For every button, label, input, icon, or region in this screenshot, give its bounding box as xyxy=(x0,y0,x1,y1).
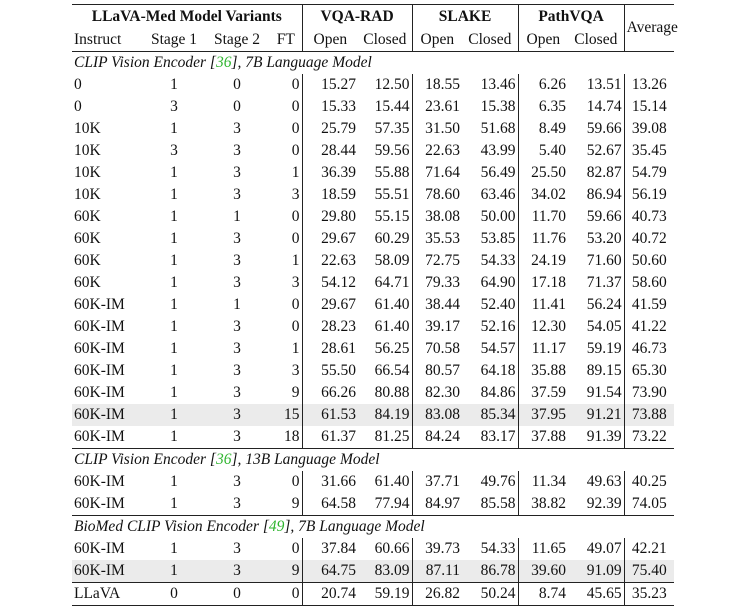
table-row xyxy=(72,382,674,404)
cell-slake-closed: 84.86 xyxy=(480,384,516,401)
cell-slake-closed: 64.18 xyxy=(480,362,516,379)
cell-stage1: 1 xyxy=(170,120,178,137)
table-row xyxy=(72,316,674,338)
cell-pathvqa-open: 38.82 xyxy=(518,493,568,516)
cell-slake-closed: 86.78 xyxy=(462,560,518,583)
cell-slake-open: 78.60 xyxy=(412,184,462,206)
cell-vqarad-open: 20.74 xyxy=(302,583,358,606)
section-title xyxy=(72,52,674,75)
cell-instruct: 60K xyxy=(74,274,101,291)
cell-slake-open: 26.82 xyxy=(412,583,462,606)
cell-slake-closed: 52.40 xyxy=(480,296,516,313)
cell-average: 40.72 xyxy=(624,228,674,250)
cell-stage2: 3 xyxy=(233,428,241,445)
cell-pathvqa-closed: 59.19 xyxy=(586,340,622,357)
cell-pathvqa-open: 11.70 xyxy=(518,206,568,228)
cell-stage2: 3 xyxy=(204,560,270,583)
cell-slake-open: 38.44 xyxy=(412,294,462,316)
cell-ft: 9 xyxy=(270,560,302,583)
cell-vqarad-closed: 77.94 xyxy=(374,495,410,512)
cell-stage2: 1 xyxy=(233,208,241,225)
cell-average: 73.22 xyxy=(624,426,674,449)
header-slake-open: Open xyxy=(412,29,462,52)
cell-slake-open: 79.33 xyxy=(412,272,462,294)
cell-pathvqa-closed: 13.51 xyxy=(586,76,622,93)
cell-vqarad-closed: 56.25 xyxy=(374,340,410,357)
cell-stage2: 3 xyxy=(233,340,241,357)
cell-stage2: 3 xyxy=(233,384,241,401)
cell-slake-open: 37.71 xyxy=(412,471,462,493)
table-row xyxy=(72,140,674,162)
cell-slake-open: 70.58 xyxy=(412,338,462,360)
table-row xyxy=(72,228,674,250)
cell-pathvqa-open: 8.49 xyxy=(518,118,568,140)
cell-stage2: 3 xyxy=(233,164,241,181)
results-table-container xyxy=(72,4,678,606)
header-ft: FT xyxy=(276,31,295,48)
cell-vqarad-closed: 60.66 xyxy=(374,540,410,557)
cell-stage1: 1 xyxy=(170,296,178,313)
cell-ft: 9 xyxy=(291,384,300,401)
cell-pathvqa-closed: 49.63 xyxy=(586,473,622,490)
cell-vqarad-closed: 61.40 xyxy=(374,318,410,335)
cell-pathvqa-closed: 56.24 xyxy=(586,296,622,313)
cell-instruct: 60K-IM xyxy=(74,362,125,379)
cell-slake-open: 31.50 xyxy=(412,118,462,140)
table-row-llava xyxy=(72,583,674,606)
cell-ft: 0 xyxy=(291,142,300,159)
cell-pathvqa-open: 11.76 xyxy=(518,228,568,250)
cell-vqarad-closed: 55.15 xyxy=(374,208,410,225)
header-stage1: Stage 1 xyxy=(150,31,198,48)
cell-average: 41.59 xyxy=(624,294,674,316)
cell-stage1: 1 xyxy=(170,76,178,93)
cell-stage2: 3 xyxy=(233,274,241,291)
table-row xyxy=(72,294,674,316)
cell-stage1: 1 xyxy=(170,274,178,291)
cell-pathvqa-open: 11.65 xyxy=(518,538,568,560)
table-row xyxy=(72,560,674,583)
header-instruct: Instruct xyxy=(74,31,122,48)
cell-stage1: 1 xyxy=(170,318,178,335)
header-pathvqa-closed: Closed xyxy=(574,31,618,48)
cell-stage1: 1 xyxy=(144,560,204,583)
cell-stage2: 3 xyxy=(233,120,241,137)
cell-pathvqa-open: 25.50 xyxy=(518,162,568,184)
cell-vqarad-closed: 58.09 xyxy=(374,252,410,269)
cell-pathvqa-open: 35.88 xyxy=(518,360,568,382)
cell-slake-closed: 83.17 xyxy=(480,428,516,445)
cell-stage2: 3 xyxy=(233,186,241,203)
cell-stage1: 1 xyxy=(170,340,178,357)
cell-average: 54.79 xyxy=(624,162,674,184)
header-average: Average xyxy=(624,5,674,52)
cell-vqarad-open: 28.23 xyxy=(302,316,358,338)
cell-average: 15.14 xyxy=(624,96,674,118)
cell-pathvqa-closed: 82.87 xyxy=(586,164,622,181)
header-model-variants: LLaVA-Med Model Variants xyxy=(91,8,282,25)
cell-vqarad-open: 37.84 xyxy=(302,538,358,560)
cell-vqarad-open: 28.44 xyxy=(302,140,358,162)
cell-ft: 0 xyxy=(291,585,300,602)
cell-vqarad-open: 61.37 xyxy=(302,426,358,449)
table-row xyxy=(72,74,674,96)
cell-ft: 18 xyxy=(284,428,300,445)
cell-vqarad-closed: 66.54 xyxy=(374,362,410,379)
cell-slake-open: 82.30 xyxy=(412,382,462,404)
cell-stage1: 3 xyxy=(170,142,178,159)
cell-stage1: 3 xyxy=(170,98,178,115)
cell-vqarad-open: 22.63 xyxy=(302,250,358,272)
cell-vqarad-closed: 12.50 xyxy=(374,76,410,93)
cell-vqarad-open: 15.33 xyxy=(302,96,358,118)
cell-vqarad-closed: 81.25 xyxy=(374,428,410,445)
cell-slake-closed: 63.46 xyxy=(480,186,516,203)
section-title xyxy=(72,449,674,472)
cell-stage1: 1 xyxy=(170,473,178,490)
cell-vqarad-open: 29.67 xyxy=(302,294,358,316)
cell-ft: 0 xyxy=(291,296,300,313)
cell-instruct: 60K-IM xyxy=(74,296,125,313)
cell-instruct: 60K-IM xyxy=(74,340,125,357)
cell-vqarad-closed: 61.40 xyxy=(374,473,410,490)
header-vqa-rad: VQA-RAD xyxy=(302,5,412,30)
cell-vqarad-closed: 61.40 xyxy=(374,296,410,313)
cell-pathvqa-open: 6.35 xyxy=(518,96,568,118)
cell-slake-open: 35.53 xyxy=(412,228,462,250)
cell-slake-closed: 85.34 xyxy=(462,404,518,426)
header-slake-closed: Closed xyxy=(468,31,512,48)
cell-average: 42.21 xyxy=(624,538,674,560)
header-pathvqa-open: Open xyxy=(518,29,568,52)
table-row xyxy=(72,360,674,382)
cell-average: 46.73 xyxy=(624,338,674,360)
cell-pathvqa-open: 11.41 xyxy=(518,294,568,316)
cell-slake-open: 84.97 xyxy=(412,493,462,516)
cell-ft: 3 xyxy=(291,362,300,379)
cell-stage2: 3 xyxy=(233,362,241,379)
header-stage2: Stage 2 xyxy=(213,31,261,48)
cell-stage1: 1 xyxy=(170,164,178,181)
cell-average: 35.23 xyxy=(624,583,674,606)
cell-average: 13.26 xyxy=(624,74,674,96)
cell-instruct: 0 xyxy=(74,76,82,93)
cell-stage2: 3 xyxy=(233,495,241,512)
table-row xyxy=(72,538,674,560)
cell-ft: 9 xyxy=(291,495,300,512)
cell-pathvqa-open: 24.19 xyxy=(518,250,568,272)
cell-pathvqa-open: 5.40 xyxy=(518,140,568,162)
cell-slake-closed: 50.00 xyxy=(480,208,516,225)
cell-average: 58.60 xyxy=(624,272,674,294)
cell-stage2: 3 xyxy=(204,404,270,426)
cell-ft: 0 xyxy=(291,473,300,490)
cell-instruct: 60K-IM xyxy=(74,318,125,335)
cell-instruct: 10K xyxy=(74,186,101,203)
cell-instruct: 10K xyxy=(74,120,101,137)
table-row xyxy=(72,272,674,294)
cell-slake-closed: 54.33 xyxy=(480,540,516,557)
cell-vqarad-closed: 55.51 xyxy=(374,186,410,203)
cell-instruct: 10K xyxy=(74,164,101,181)
cell-average: 50.60 xyxy=(624,250,674,272)
table-row xyxy=(72,118,674,140)
cell-pathvqa-closed: 49.07 xyxy=(586,540,622,557)
cell-vqarad-closed: 80.88 xyxy=(374,384,410,401)
table-row xyxy=(72,96,674,118)
cell-average: 35.45 xyxy=(624,140,674,162)
cell-pathvqa-open: 6.26 xyxy=(518,74,568,96)
table-row xyxy=(72,493,674,516)
cell-slake-open: 83.08 xyxy=(412,404,462,426)
cell-pathvqa-closed: 54.05 xyxy=(586,318,622,335)
section-title-text: ], 7B Language Model xyxy=(284,518,425,535)
cell-slake-closed: 13.46 xyxy=(480,76,516,93)
cell-slake-open: 87.11 xyxy=(412,560,462,583)
section-title xyxy=(72,516,674,539)
cell-pathvqa-open: 11.34 xyxy=(518,471,568,493)
cell-pathvqa-closed: 59.66 xyxy=(586,120,622,137)
table-row xyxy=(72,404,674,426)
cell-stage1: 1 xyxy=(170,540,178,557)
cell-slake-open: 80.57 xyxy=(412,360,462,382)
cell-ft: 0 xyxy=(291,76,300,93)
cell-vqarad-closed: 60.29 xyxy=(374,230,410,247)
cell-stage1: 1 xyxy=(170,186,178,203)
table-row xyxy=(72,162,674,184)
section-header-row xyxy=(72,52,674,75)
table-row xyxy=(72,184,674,206)
citation-link[interactable]: 49 xyxy=(268,518,285,535)
cell-stage2: 3 xyxy=(233,540,241,557)
cell-stage1: 1 xyxy=(170,208,178,225)
cell-instruct: 60K-IM xyxy=(74,495,125,512)
section-title-text: ], 7B Language Model xyxy=(231,54,372,71)
cell-average: 40.73 xyxy=(624,206,674,228)
header-vqarad-closed: Closed xyxy=(363,31,407,48)
cell-ft: 0 xyxy=(291,98,300,115)
cell-slake-open: 39.17 xyxy=(412,316,462,338)
cell-vqarad-closed: 64.71 xyxy=(374,274,410,291)
header-slake: SLAKE xyxy=(412,5,518,30)
cell-instruct: 60K xyxy=(74,230,101,247)
cell-slake-open: 38.08 xyxy=(412,206,462,228)
cell-vqarad-closed: 55.88 xyxy=(374,164,410,181)
cell-stage2: 0 xyxy=(233,98,241,115)
cell-stage2: 1 xyxy=(233,296,241,313)
cell-slake-closed: 85.58 xyxy=(480,495,516,512)
cell-slake-closed: 52.16 xyxy=(480,318,516,335)
cell-vqarad-open: 29.67 xyxy=(302,228,358,250)
cell-stage1: 1 xyxy=(170,495,178,512)
cell-stage1: 1 xyxy=(144,404,204,426)
cell-ft: 1 xyxy=(291,164,300,181)
cell-stage2: 3 xyxy=(233,142,241,159)
cell-ft: 1 xyxy=(291,252,300,269)
cell-pathvqa-open: 39.60 xyxy=(518,560,568,583)
cell-slake-closed: 50.24 xyxy=(480,585,516,602)
cell-pathvqa-closed: 45.65 xyxy=(586,585,622,602)
cell-average: 41.22 xyxy=(624,316,674,338)
cell-instruct: 60K-IM xyxy=(74,428,125,445)
table-row xyxy=(72,338,674,360)
cell-pathvqa-open: 37.88 xyxy=(518,426,568,449)
section-header-row xyxy=(72,449,674,472)
cell-vqarad-open: 29.80 xyxy=(302,206,358,228)
citation-link[interactable]: 36 xyxy=(215,54,232,71)
cell-ft: 1 xyxy=(291,340,300,357)
cell-pathvqa-open: 11.17 xyxy=(518,338,568,360)
cell-average: 75.40 xyxy=(624,560,674,583)
cell-pathvqa-closed: 92.39 xyxy=(586,495,622,512)
header-row-groups xyxy=(72,5,674,30)
cell-slake-open: 23.61 xyxy=(412,96,462,118)
cell-ft: 0 xyxy=(291,318,300,335)
cell-vqarad-open: 36.39 xyxy=(302,162,358,184)
cell-instruct: 60K xyxy=(74,208,101,225)
cell-slake-closed: 43.99 xyxy=(480,142,516,159)
cell-stage2: 3 xyxy=(233,252,241,269)
cell-vqarad-closed: 84.19 xyxy=(358,404,412,426)
cell-ft: 0 xyxy=(291,230,300,247)
cell-pathvqa-closed: 91.39 xyxy=(586,428,622,445)
table-row xyxy=(72,471,674,493)
cell-pathvqa-closed: 71.60 xyxy=(586,252,622,269)
cell-pathvqa-closed: 89.15 xyxy=(586,362,622,379)
cell-vqarad-closed: 59.56 xyxy=(374,142,410,159)
cell-pathvqa-closed: 52.67 xyxy=(586,142,622,159)
section-title-text: ], 13B Language Model xyxy=(231,451,380,468)
cell-ft: 3 xyxy=(291,186,300,203)
cell-slake-closed: 49.76 xyxy=(480,473,516,490)
cell-pathvqa-open: 17.18 xyxy=(518,272,568,294)
cell-vqarad-open: 15.27 xyxy=(302,74,358,96)
cell-ft: 15 xyxy=(270,404,302,426)
cell-stage1: 1 xyxy=(170,362,178,379)
cell-pathvqa-closed: 59.66 xyxy=(586,208,622,225)
cell-slake-closed: 54.33 xyxy=(480,252,516,269)
cell-slake-closed: 54.57 xyxy=(480,340,516,357)
cell-instruct: 0 xyxy=(74,98,82,115)
cell-pathvqa-closed: 91.54 xyxy=(586,384,622,401)
cell-average: 39.08 xyxy=(624,118,674,140)
cell-instruct: 60K xyxy=(74,252,101,269)
cell-instruct: 60K-IM xyxy=(74,473,125,490)
cell-average: 73.90 xyxy=(624,382,674,404)
cell-slake-closed: 64.90 xyxy=(480,274,516,291)
cell-instruct: LLaVA xyxy=(74,585,121,602)
cell-ft: 0 xyxy=(291,120,300,137)
cell-pathvqa-open: 12.30 xyxy=(518,316,568,338)
cell-vqarad-open: 55.50 xyxy=(302,360,358,382)
section-title-text: BioMed CLIP Vision Encoder [ xyxy=(74,518,269,535)
cell-slake-closed: 53.85 xyxy=(480,230,516,247)
section-title-text: CLIP Vision Encoder [ xyxy=(74,54,216,71)
cell-vqarad-closed: 83.09 xyxy=(358,560,412,583)
table-row xyxy=(72,250,674,272)
cell-instruct: 60K-IM xyxy=(74,384,125,401)
cell-slake-open: 22.63 xyxy=(412,140,462,162)
cell-stage1: 1 xyxy=(170,252,178,269)
cell-vqarad-open: 54.12 xyxy=(302,272,358,294)
cell-slake-open: 18.55 xyxy=(412,74,462,96)
cell-ft: 3 xyxy=(291,274,300,291)
citation-link[interactable]: 36 xyxy=(215,451,232,468)
cell-pathvqa-closed: 91.09 xyxy=(568,560,624,583)
cell-average: 40.25 xyxy=(624,471,674,493)
cell-pathvqa-open: 37.59 xyxy=(518,382,568,404)
cell-slake-closed: 51.68 xyxy=(480,120,516,137)
section-header-row xyxy=(72,516,674,539)
cell-average: 74.05 xyxy=(624,493,674,516)
cell-instruct: 60K-IM xyxy=(72,404,144,426)
cell-stage2: 3 xyxy=(233,473,241,490)
table-row xyxy=(72,426,674,449)
results-table-body xyxy=(72,52,674,606)
cell-pathvqa-open: 8.74 xyxy=(518,583,568,606)
cell-stage1: 1 xyxy=(170,384,178,401)
cell-slake-open: 71.64 xyxy=(412,162,462,184)
header-row-columns xyxy=(72,29,674,52)
cell-vqarad-open: 64.75 xyxy=(302,560,358,583)
cell-stage1: 1 xyxy=(170,230,178,247)
cell-vqarad-open: 18.59 xyxy=(302,184,358,206)
cell-pathvqa-open: 34.02 xyxy=(518,184,568,206)
cell-slake-open: 84.24 xyxy=(412,426,462,449)
section-title-text: CLIP Vision Encoder [ xyxy=(74,451,216,468)
cell-slake-open: 39.73 xyxy=(412,538,462,560)
cell-ft: 0 xyxy=(291,540,300,557)
cell-vqarad-open: 28.61 xyxy=(302,338,358,360)
cell-stage2: 3 xyxy=(233,230,241,247)
header-vqarad-open: Open xyxy=(302,29,358,52)
cell-pathvqa-open: 37.95 xyxy=(518,404,568,426)
cell-stage2: 3 xyxy=(233,318,241,335)
cell-vqarad-open: 25.79 xyxy=(302,118,358,140)
cell-stage2: 0 xyxy=(233,76,241,93)
cell-ft: 0 xyxy=(291,208,300,225)
cell-pathvqa-closed: 91.21 xyxy=(568,404,624,426)
cell-stage1: 1 xyxy=(170,428,178,445)
cell-average: 65.30 xyxy=(624,360,674,382)
cell-slake-closed: 15.38 xyxy=(480,98,516,115)
cell-instruct: 60K-IM xyxy=(72,560,144,583)
cell-pathvqa-closed: 71.37 xyxy=(586,274,622,291)
cell-pathvqa-closed: 53.20 xyxy=(586,230,622,247)
cell-vqarad-closed: 59.19 xyxy=(374,585,410,602)
cell-vqarad-open: 64.58 xyxy=(302,493,358,516)
cell-vqarad-open: 66.26 xyxy=(302,382,358,404)
table-row xyxy=(72,206,674,228)
cell-vqarad-open: 31.66 xyxy=(302,471,358,493)
cell-stage2: 0 xyxy=(233,585,241,602)
cell-instruct: 60K-IM xyxy=(74,540,125,557)
cell-pathvqa-closed: 14.74 xyxy=(586,98,622,115)
cell-vqarad-open: 61.53 xyxy=(302,404,358,426)
cell-vqarad-closed: 57.35 xyxy=(374,120,410,137)
results-table xyxy=(72,4,678,606)
cell-stage1: 0 xyxy=(170,585,178,602)
cell-slake-closed: 56.49 xyxy=(480,164,516,181)
cell-slake-open: 72.75 xyxy=(412,250,462,272)
cell-instruct: 10K xyxy=(74,142,101,159)
cell-average: 73.88 xyxy=(624,404,674,426)
cell-average: 56.19 xyxy=(624,184,674,206)
cell-vqarad-closed: 15.44 xyxy=(374,98,410,115)
cell-pathvqa-closed: 86.94 xyxy=(586,186,622,203)
header-pathvqa: PathVQA xyxy=(518,5,624,30)
